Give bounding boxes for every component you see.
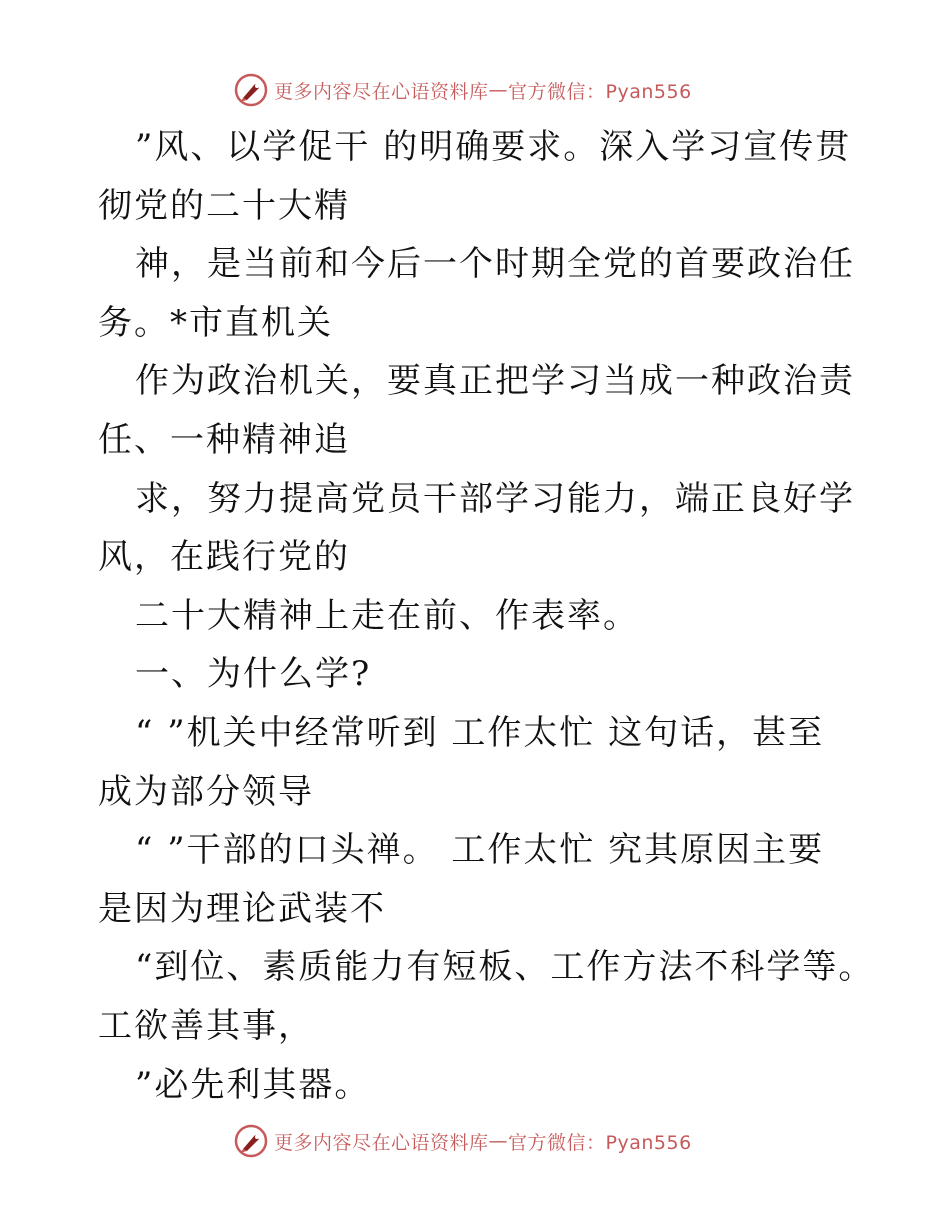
body-line: 神，是当前和今后一个时期全党的首要政治任	[135, 244, 855, 285]
watermark-contact-text: 官方微信：Pyan556	[508, 80, 692, 103]
footer-watermark	[234, 1123, 692, 1159]
body-line: 风，在践行党的	[98, 537, 350, 578]
watermark-separator: —	[488, 79, 509, 101]
body-line: 务。*市直机关	[98, 302, 333, 343]
document-body	[98, 118, 875, 1114]
watermark-contact-text: 官方微信：Pyan556	[508, 1131, 692, 1154]
body-line: “ ”机关中经常听到 工作太忙 这句话，甚至	[135, 712, 825, 753]
body-line: ”风、以学促干 的明确要求。深入学习宣传贯	[135, 127, 852, 167]
body-line: 求，努力提高党员干部学习能力，端正良好学	[135, 478, 855, 519]
watermark-brand-text: 更多内容尽在心语资料库	[274, 1131, 489, 1154]
body-line: 成为部分领导	[98, 771, 314, 812]
header-watermark	[234, 72, 692, 108]
body-line: 工欲善其事，	[98, 1005, 314, 1046]
body-line: “到位、素质能力有短板、工作方法不科学等。	[135, 947, 875, 988]
body-line: 是因为理论武装不	[98, 888, 386, 929]
body-line: ”必先利其器。	[135, 1064, 371, 1105]
pen-nib-logo-icon	[234, 1124, 268, 1158]
watermark-brand-text: 更多内容尽在心语资料库	[274, 80, 489, 103]
pen-nib-logo-icon	[234, 73, 268, 107]
body-line: 任、一种精神追	[98, 419, 350, 460]
body-line: 作为政治机关，要真正把学习当成一种政治责	[135, 361, 855, 402]
section-heading: 一、为什么学?	[135, 654, 372, 695]
body-line: 彻党的二十大精	[98, 185, 350, 226]
body-line: “ ”干部的口头禅。 工作太忙 究其原因主要	[135, 830, 825, 871]
body-line: 二十大精神上走在前、作表率。	[135, 595, 639, 636]
watermark-separator: —	[488, 1130, 509, 1152]
